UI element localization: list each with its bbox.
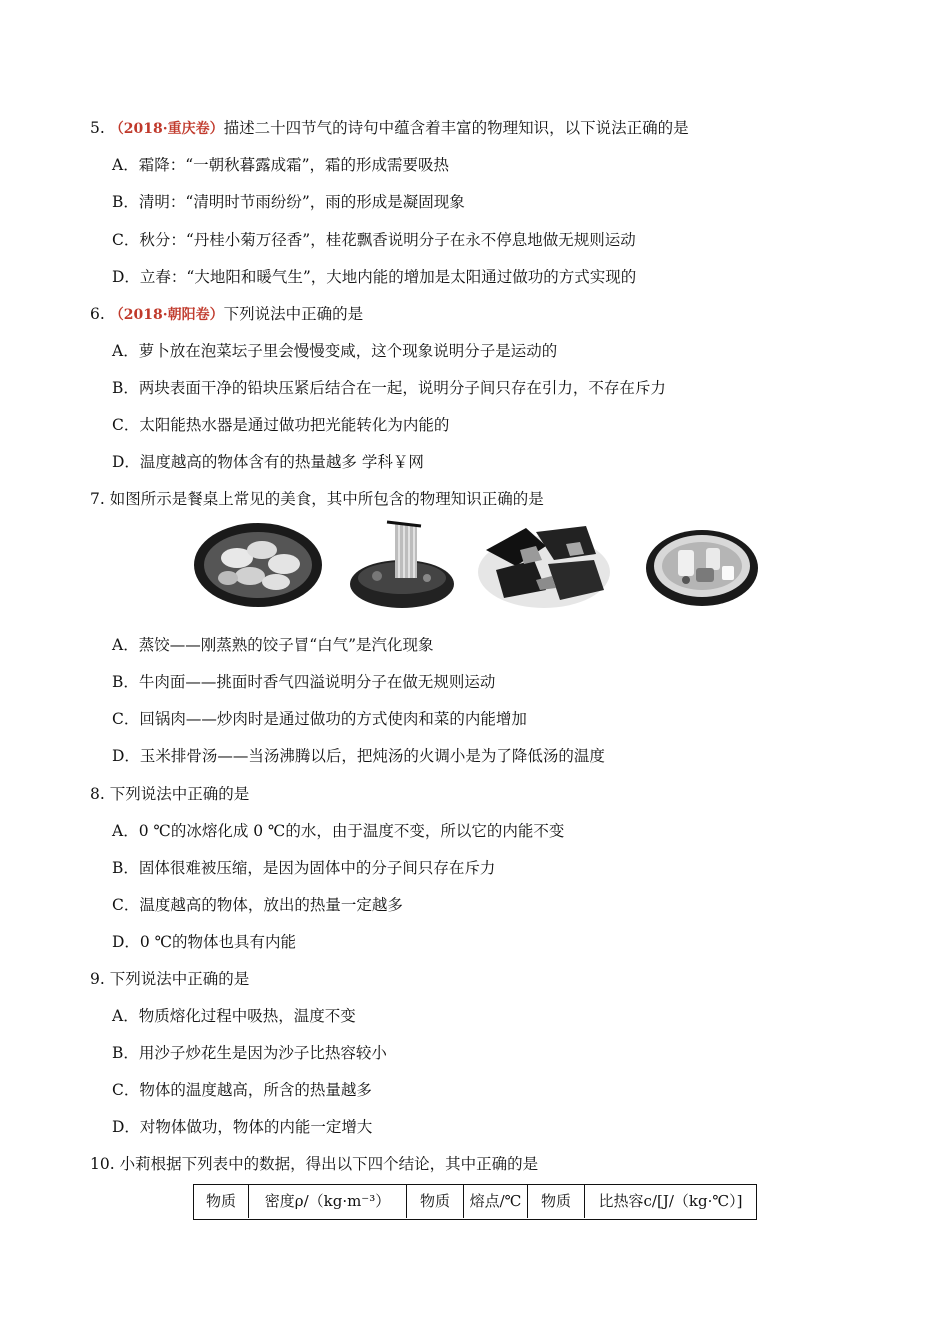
table-header-cell: 比热容c/[J/（kg·℃）] xyxy=(598,1192,743,1210)
question-number: 8. xyxy=(90,785,105,803)
data-table-header xyxy=(193,1184,757,1220)
option-a: A．物质熔化过程中吸热，温度不变 xyxy=(112,1007,356,1025)
question-text: 下列说法中正确的是 xyxy=(109,970,250,988)
option-d: D．温度越高的物体含有的热量越多 学科￥网 xyxy=(112,453,424,471)
question-9-stem xyxy=(90,969,249,989)
question-6-stem xyxy=(90,304,363,325)
option-a: A．萝卜放在泡菜坛子里会慢慢变咸，这个现象说明分子是运动的 xyxy=(112,342,558,360)
question-number: 5. xyxy=(90,119,105,137)
table-header-cell: 物质 xyxy=(407,1185,464,1218)
table-header-cell: 熔点/℃ xyxy=(464,1185,528,1218)
question-text: 如图所示是餐桌上常见的美食，其中所包含的物理知识正确的是 xyxy=(109,490,544,508)
table-header-cell: 密度ρ/（kg·m⁻³） xyxy=(249,1185,407,1218)
beef-noodles-photo xyxy=(347,520,457,610)
option-c: C．温度越高的物体，放出的热量一定越多 xyxy=(112,896,403,914)
question-number: 10. xyxy=(90,1155,115,1173)
table-header-cell: 物质 xyxy=(528,1185,585,1218)
option-d: D．对物体做功，物体的内能一定增大 xyxy=(112,1118,373,1136)
question-5-stem xyxy=(90,118,689,139)
option-a: A．0 ℃的冰熔化成 0 ℃的水，由于温度不变，所以它的内能不变 xyxy=(112,822,565,840)
option-d: D．玉米排骨汤——当汤沸腾以后，把炖汤的火调小是为了降低汤的温度 xyxy=(112,747,605,765)
option-b: B．两块表面干净的铅块压紧后结合在一起，说明分子间只存在引力，不存在斥力 xyxy=(112,379,666,397)
option-b: B．用沙子炒花生是因为沙子比热容较小 xyxy=(112,1044,387,1062)
option-d: D．立春：“大地阳和暖气生”，大地内能的增加是太阳通过做功的方式实现的 xyxy=(112,268,637,286)
table-header-cell: 物质 xyxy=(194,1185,249,1218)
question-10-stem xyxy=(90,1154,538,1174)
corn-rib-soup-photo xyxy=(642,520,762,610)
dumplings-photo xyxy=(192,520,324,610)
question-source: （2018·重庆卷） xyxy=(109,121,224,137)
food-photo-strip xyxy=(192,520,762,610)
question-text: 小莉根据下列表中的数据，得出以下四个结论，其中正确的是 xyxy=(119,1155,539,1173)
option-c: C．太阳能热水器是通过做功把光能转化为内能的 xyxy=(112,416,450,434)
option-b: B．清明：“清明时节雨纷纷”，雨的形成是凝固现象 xyxy=(112,193,465,211)
question-source: （2018·朝阳卷） xyxy=(109,307,224,323)
question-number: 6. xyxy=(90,305,105,323)
question-text: 描述二十四节气的诗句中蕴含着丰富的物理知识，以下说法正确的是 xyxy=(223,119,689,137)
option-b: B．固体很难被压缩，是因为固体中的分子间只存在斥力 xyxy=(112,859,496,877)
question-text: 下列说法中正确的是 xyxy=(109,785,250,803)
question-number: 9. xyxy=(90,970,105,988)
option-a: A．蒸饺——刚蒸熟的饺子冒“白气”是汽化现象 xyxy=(112,636,434,654)
option-c: C．秋分：“丹桂小菊万径香”，桂花飘香说明分子在永不停息地做无规则运动 xyxy=(112,231,636,249)
question-text: 下列说法中正确的是 xyxy=(223,305,364,323)
twice-cooked-pork-photo xyxy=(476,520,612,610)
option-c: C．物体的温度越高，所含的热量越多 xyxy=(112,1081,372,1099)
option-a: A．霜降：“一朝秋暮露成霜”，霜的形成需要吸热 xyxy=(112,156,450,174)
question-7-stem xyxy=(90,489,544,509)
question-number: 7. xyxy=(90,490,105,508)
option-d: D．0 ℃的物体也具有内能 xyxy=(112,933,297,951)
option-b: B．牛肉面——挑面时香气四溢说明分子在做无规则运动 xyxy=(112,673,496,691)
option-c: C．回锅肉——炒肉时是通过做功的方式使肉和菜的内能增加 xyxy=(112,710,527,728)
question-8-stem xyxy=(90,784,249,804)
